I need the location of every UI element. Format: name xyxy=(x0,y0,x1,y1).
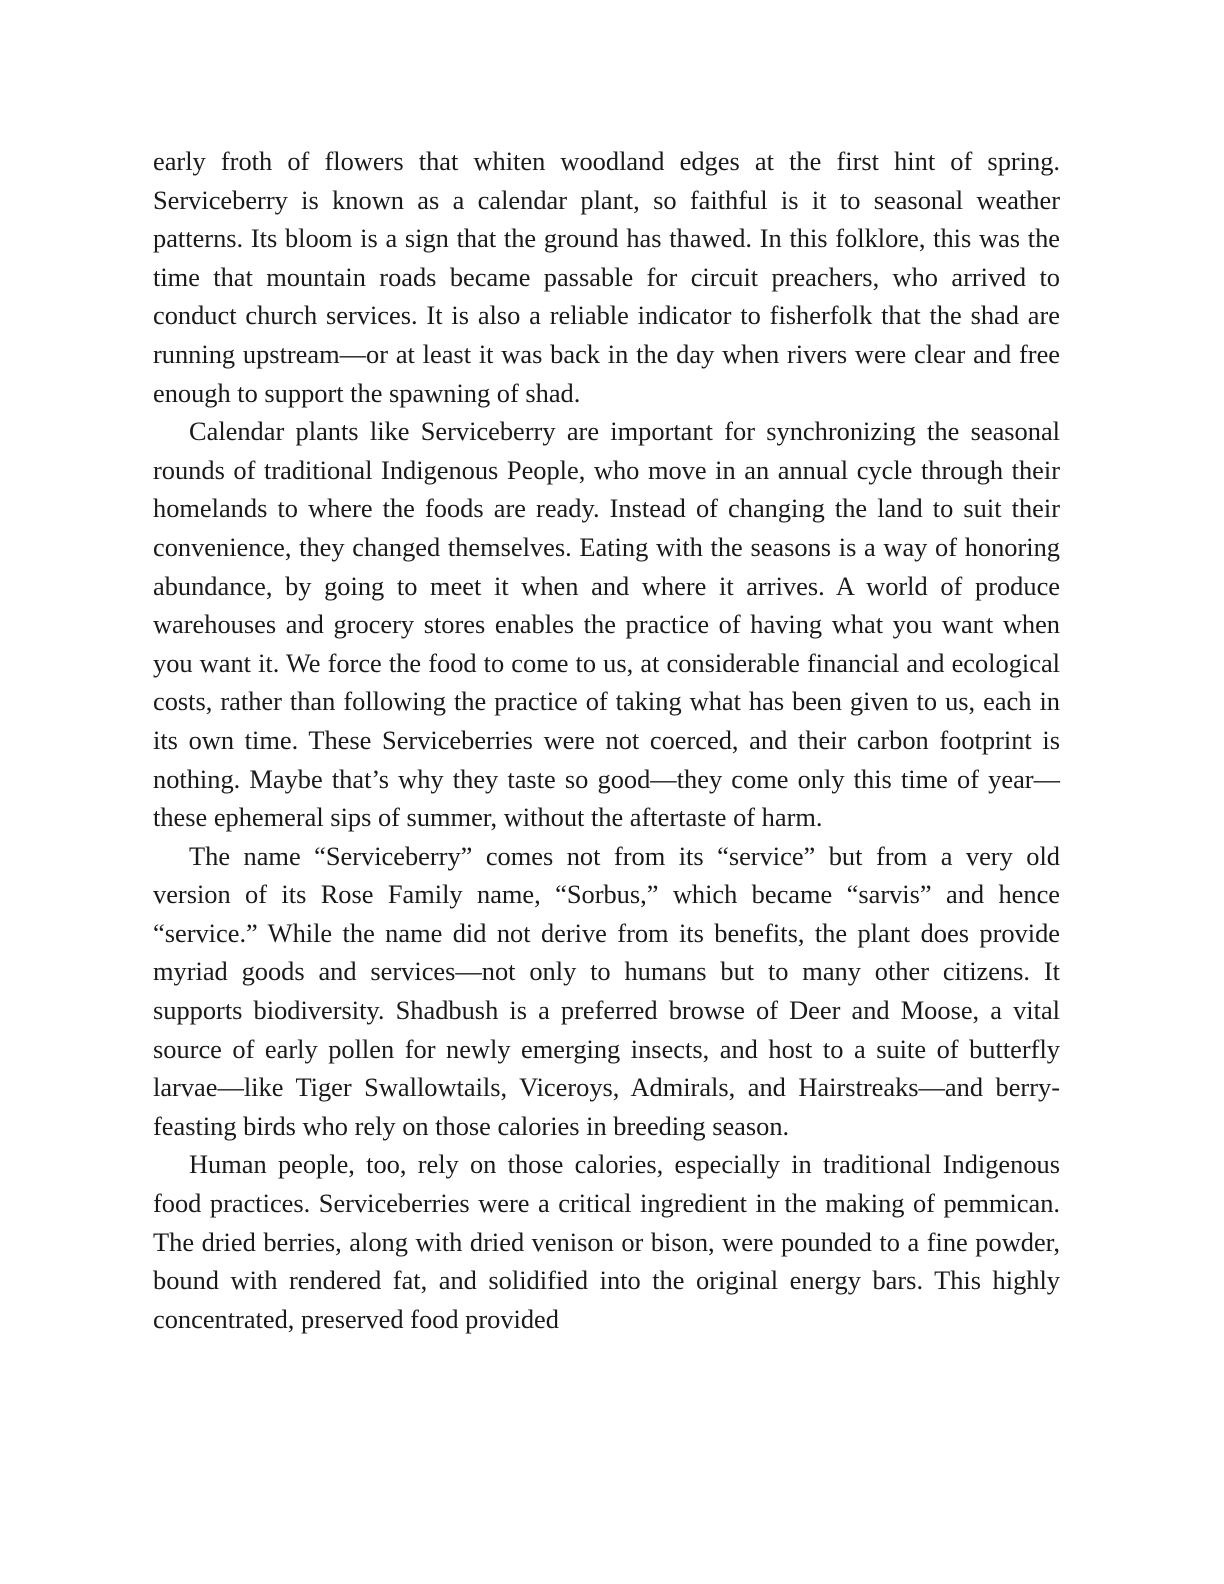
paragraph-serviceberry-name: The name “Serviceberry” comes not from its “service” but from a very old version of its Rose Family name, “Sorbus,” which became “sarvis” and hence “service.” While the name did not derive from its benefits, the plant does provide myriad goods and services—not only to humans but to many other citizens. It supports biodiversity. Shadbush is a preferred browse of Deer and Moose, a vital source of early pollen for newly emerging insects, and host to a suite of butterfly larvae—like Tiger Swallowtails, Viceroys, Admirals, and Hairstreaks—and berry-feasting birds who rely on those calories in breeding season. xyxy=(153,840,1060,1141)
paragraph-human-people: Human people, too, rely on those calories, especially in traditional Indigenous food practices. Serviceberries were a critical ingredient in the making of pemmican. The dried berries, along with dried venison or bison, were pounded to a fine powder, bound with rendered fat, and solidified into the original energy bars. This highly concentrated, preserved food provided xyxy=(153,1149,1060,1334)
paragraph-calendar-plants: Calendar plants like Serviceberry are important for synchronizing the seasonal rounds of traditional Indigenous People, who move in an annual cycle through their homelands to where the foods are ready. Instead of changing the land to suit their convenience, they changed themselves. Eating with the seasons is a way of honoring abundance, by going to meet it when and where it arrives. A world of produce warehouses and grocery stores enables the practice of having what you want when you want it. We force the food to come to us, at considerable financial and ecological costs, rather than following the practice of taking what has been given to us, each in its own time. These Serviceberries were not coerced, and their carbon footprint is nothing. Maybe that’s why they taste so good—they come only this time of year—these ephemeral sips of summer, without the aftertaste of harm. xyxy=(153,416,1060,833)
book-page-body xyxy=(153,142,1060,1338)
paragraph-continuation: early froth of flowers that whiten woodland edges at the first hint of spring. Serviceberry is known as a calendar plant, so faithful is it to seasonal weather patterns. Its bloom is a sign that the ground has thawed. In this folklore, this was the time that mountain roads became passable for circuit preachers, who arrived to conduct church services. It is also a reliable indicator to fisherfolk that the shad are running upstream—or at least it was back in the day when rivers were clear and free enough to support the spawning of shad. xyxy=(153,146,1060,408)
